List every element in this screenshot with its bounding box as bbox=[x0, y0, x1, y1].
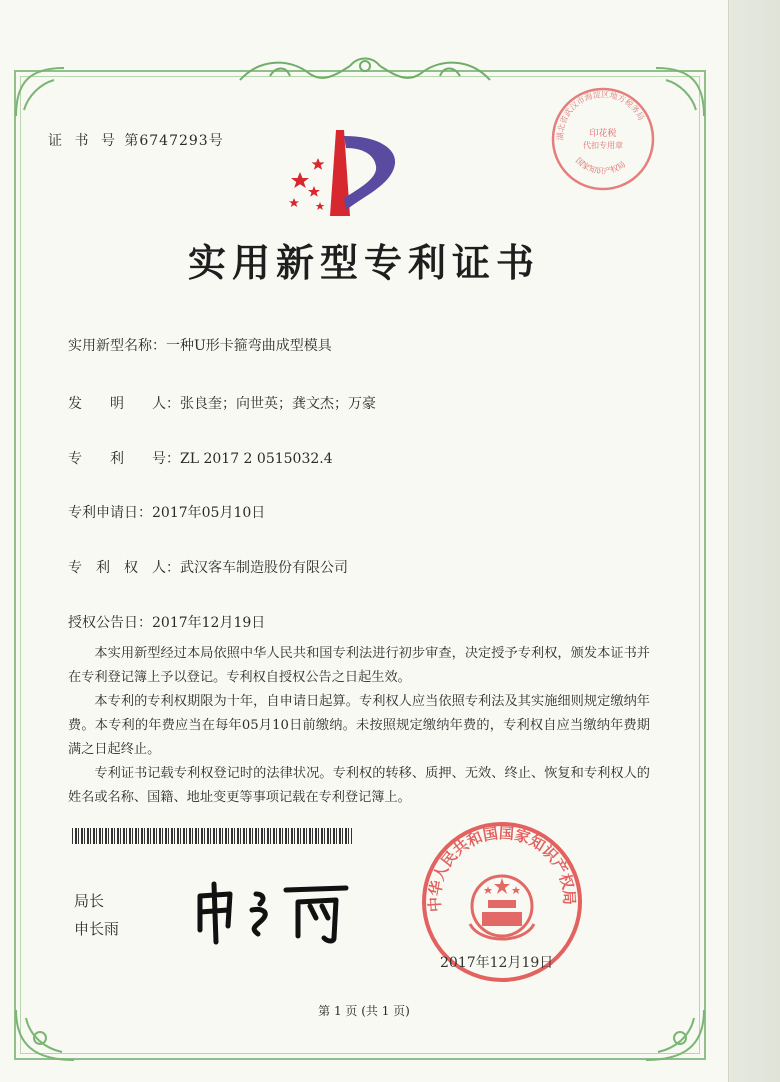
corner-ornament-top-right-icon bbox=[650, 62, 710, 122]
director-signature bbox=[186, 876, 358, 946]
certificate-number-value: 第6747293号 bbox=[124, 133, 224, 149]
body-paragraph-3: 专利证书记载专利权登记时的法律状况。专利权的转移、质押、无效、终止、恢复和专利权人的姓名或名称、国籍、地址变更等事项记载在专利登记簿上。 bbox=[68, 766, 650, 805]
field-grant-date bbox=[68, 612, 265, 632]
official-seal-text: 中华人民共和国国家知识产权局 bbox=[425, 824, 579, 913]
director-title: 局长 bbox=[74, 892, 105, 910]
barcode bbox=[72, 828, 352, 844]
inventor-value: 张良奎；向世英；龚文杰；万豪 bbox=[180, 396, 376, 412]
field-inventor bbox=[68, 393, 376, 413]
svg-text:国家知识产权局 bbox=[574, 156, 627, 176]
corner-ornament-top-left-icon bbox=[10, 62, 70, 122]
body-paragraph-1: 本实用新型经过本局依照中华人民共和国专利法进行初步审查，决定授予专利权，颁发本证书并在专利登记簿上予以登记。专利权自授权公告之日起生效。 bbox=[68, 646, 650, 685]
patentee-value: 武汉客车制造股份有限公司 bbox=[180, 560, 348, 576]
certificate-body bbox=[68, 642, 650, 810]
director-name: 申长雨 bbox=[74, 920, 120, 938]
inventor-label: 发 明 人： bbox=[68, 396, 180, 412]
patent-number-label: 专 利 号： bbox=[68, 451, 180, 467]
tax-stamp-center-1: 印花税 bbox=[589, 129, 617, 139]
certificate-number bbox=[48, 130, 224, 150]
top-ornament-icon bbox=[230, 52, 500, 88]
tax-stamp-center-2: 代扣专用章 bbox=[583, 141, 623, 150]
filing-date-value: 2017年05月10日 bbox=[152, 505, 266, 521]
grant-date-value: 2017年12月19日 bbox=[152, 615, 266, 631]
patent-number-value: ZL 2017 2 0515032.4 bbox=[180, 451, 333, 467]
certificate-title: 实用新型专利证书 bbox=[187, 241, 540, 285]
filing-date-label: 专利申请日： bbox=[68, 505, 152, 521]
certificate-number-label: 证 书 号 bbox=[48, 133, 119, 149]
body-paragraph-2: 本专利的专利权期限为十年，自申请日起算。专利权人应当依照专利法及其实施细则规定缴纳年费。本专利的年费应当在每年05月10日前缴纳。未按照规定缴纳年费的，专利权自应当缴纳年费期满之日起终止。 bbox=[68, 694, 650, 757]
field-utility-name bbox=[68, 335, 332, 355]
tax-stamp-icon bbox=[550, 86, 656, 192]
sipo-logo-icon bbox=[284, 128, 404, 220]
page-number: 第 1 页 (共 1 页) bbox=[318, 1004, 410, 1018]
field-filing-date bbox=[68, 502, 265, 522]
field-patentee bbox=[68, 557, 348, 577]
svg-text:中华人民共和国国家知识产权局 bbox=[426, 824, 579, 912]
seal-date: 2017年12月19日 bbox=[440, 955, 554, 971]
field-patent-number bbox=[68, 448, 333, 468]
utility-name-label: 实用新型名称： bbox=[68, 338, 166, 354]
grant-date-label: 授权公告日： bbox=[68, 615, 152, 631]
tax-stamp-bottom-text: 国家知识产权局 bbox=[573, 155, 628, 176]
utility-name-value: 一种U形卡箍弯曲成型模具 bbox=[166, 338, 332, 354]
tax-stamp-ring-text: 湖北省武汉市海淀区地方税务局 bbox=[555, 89, 646, 141]
patentee-label: 专 利 权 人： bbox=[68, 560, 180, 576]
